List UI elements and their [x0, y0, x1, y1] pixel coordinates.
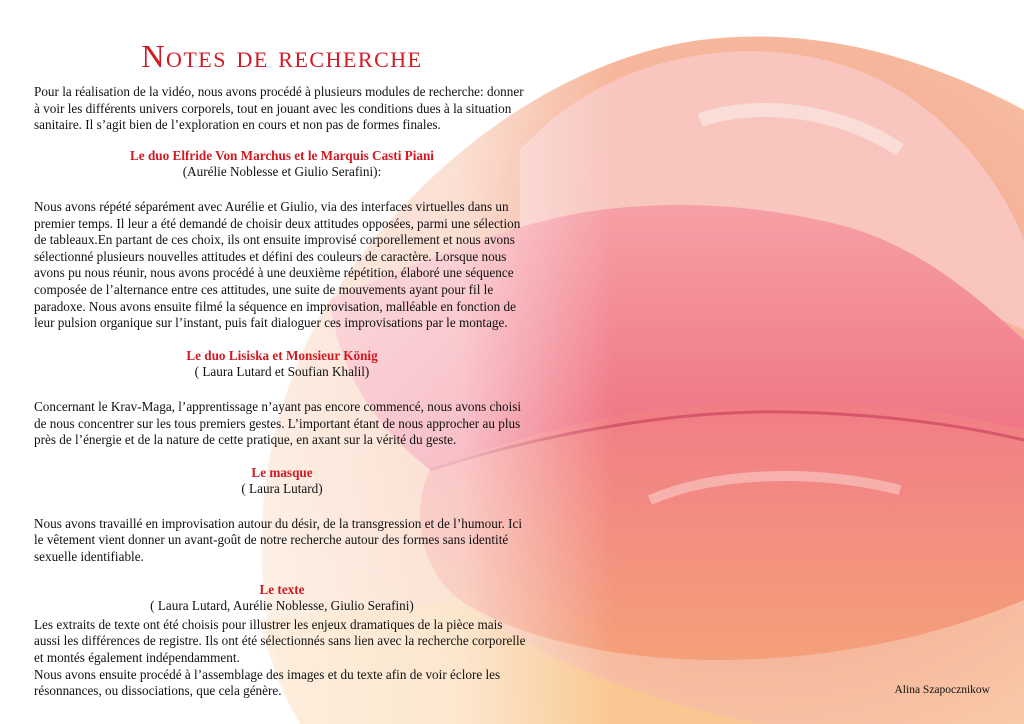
section-body-continued: Nous avons ensuite procédé à l’assemblage des images et du texte afin de voir éclore les résonnances, ou dissociations, que cela génère.	[34, 666, 501, 699]
section-heading: Le duo Lisiska et Monsieur König	[186, 347, 378, 363]
section-body: Concernant le Krav-Maga, l’apprentissage n’ayant pas encore commencé, nous avons choisi de nous concentrer sur les tous premiers gestes. L’important étant de nous approcher au plus près de l’énergie et de la nature de cette pratique, en axant sur la vérité du geste.	[34, 398, 522, 448]
page-title: Notes de recherche	[141, 38, 423, 74]
section-body: Nous avons répété séparément avec Aurélie et Giulio, via des interfaces virtuelles dans un premier temps. Il leur a été demandé de choisir deux attitudes opposées, parmi une sélection de tableaux.En partant de ces choix, ils ont ensuite improvisé corporellement et nous avons sélectionné plusieurs nouvelles attitudes et défini des couleurs de caractère. Lorsque nous avons pu nous réunir, nous avons procédé à une deuxième répétition, élaboré une séquence composée de l’alternance entre ces attitudes, une suite de mouvements ayant pour fil le paradoxe. Nous avons ensuite filmé la séquence en improvisation, malléable en fonction de leur pulsion organique sur l’instant, puis fait dialoguer ces improvisations par le montage.	[34, 198, 521, 331]
section-subheading: ( Laura Lutard)	[241, 481, 323, 497]
section-le-masque	[34, 465, 530, 566]
section-heading: Le masque	[251, 464, 313, 480]
section-heading: Le duo Elfride Von Marchus et le Marquis Casti Piani	[130, 147, 434, 163]
section-body: Les extraits de texte ont été choisis pour illustrer les enjeux dramatiques de la pièce mais aussi les différences de registre. Ils ont été sélectionnés sans lien avec la recherche corporelle et montés également indépendamment.	[34, 616, 526, 666]
section-subheading: (Aurélie Noblesse et Giulio Serafini):	[182, 164, 382, 180]
text-column	[34, 38, 530, 700]
section-subheading: ( Laura Lutard et Soufian Khalil)	[194, 364, 370, 380]
section-body: Nous avons travaillé en improvisation autour du désir, de la transgression et de l’humour. Ici le vêtement vient donner un avant-goût de notre recherche autour des formes sans identité sexuelle identifiable.	[34, 515, 523, 565]
section-heading: Le texte	[259, 581, 305, 597]
section-elfride-casti-piani	[34, 148, 530, 332]
intro-paragraph: Pour la réalisation de la vidéo, nous avons procédé à plusieurs modules de recherche: donner à voir les différents univers corporels, tout en jouant avec les conditions dues à la situation sanitaire. Il s’agit bien de l’exploration en cours et non pas de formes finales.	[34, 84, 524, 133]
section-subheading: ( Laura Lutard, Aurélie Noblesse, Giulio Serafini)	[150, 598, 414, 614]
section-le-texte	[34, 582, 530, 700]
artist-credit: Alina Szapocznikow	[894, 684, 990, 696]
section-lisiska-konig	[34, 348, 530, 449]
